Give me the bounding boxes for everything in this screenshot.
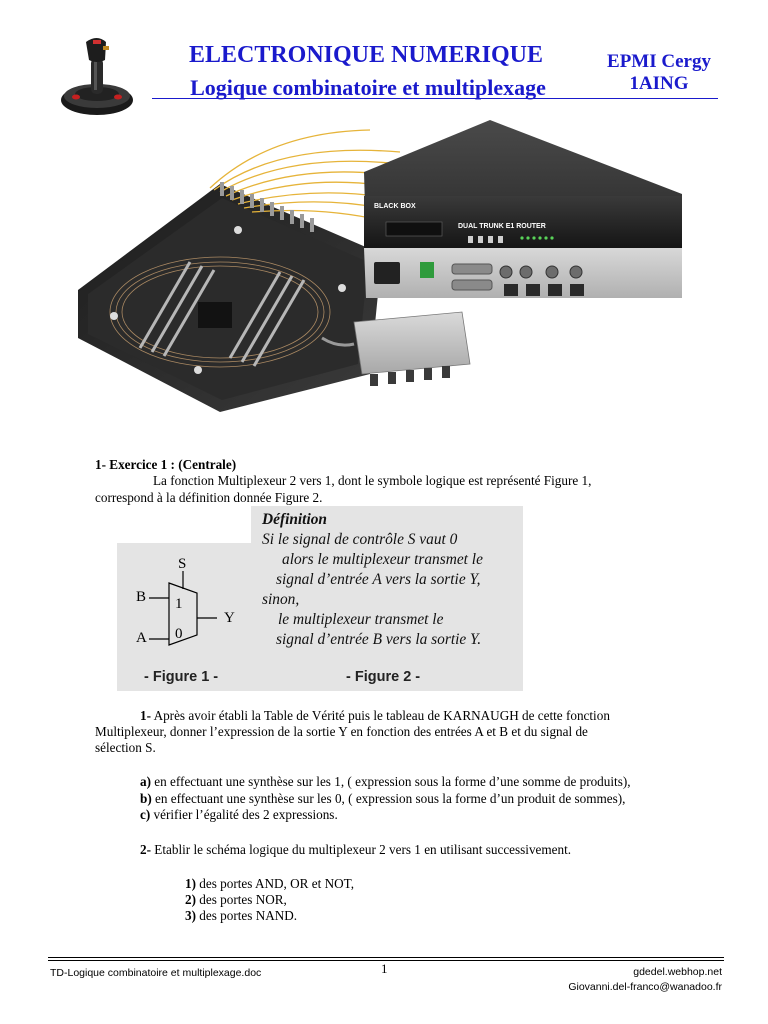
- question1-item-a: [140, 774, 631, 791]
- definition-line-5: le multiplexeur transmet le: [278, 611, 444, 628]
- school-name: EPMI Cergy: [607, 51, 711, 72]
- footer-email: Giovanni.del-franco@wanadoo.fr: [568, 981, 722, 993]
- definition-line-6: signal d’entrée B vers la sortie Y.: [276, 631, 482, 648]
- question2-text: Etablir le schéma logique du multiplexeur 2 vers 1 en utilisant successivement.: [151, 842, 572, 857]
- question2-item-1: [185, 876, 354, 893]
- question1-line-2: Multiplexeur, donner l’expression de la sortie Y en fonction des entrées A et B et du signal de: [95, 724, 588, 739]
- item-1-text: des portes AND, OR et NOT,: [196, 876, 354, 891]
- question2-item-3: [185, 908, 297, 925]
- footer-rule-top: [48, 957, 724, 958]
- router-brand-label: BLACK BOX: [374, 203, 416, 210]
- mux-input-1: 1: [175, 596, 183, 612]
- question1-item-c: [140, 807, 338, 824]
- question2-number: 2-: [140, 842, 151, 857]
- definition-line-2: alors le multiplexeur transmet le: [282, 551, 483, 568]
- exercise-intro-line-1: La fonction Multiplexeur 2 vers 1, dont le symbole logique est représenté Figure 1,: [153, 473, 592, 488]
- footer-website: gdedel.webhop.net: [633, 966, 722, 978]
- mux-label-y: Y: [224, 610, 235, 626]
- item-2-label: 2): [185, 892, 196, 907]
- definition-line-1: Si le signal de contrôle S vaut 0: [262, 531, 458, 548]
- item-1-label: 1): [185, 876, 196, 891]
- mux-label-a: A: [136, 630, 147, 646]
- figure1-caption: - Figure 1 -: [144, 669, 219, 685]
- hardware-photo: [70, 112, 698, 422]
- mux-label-s: S: [178, 556, 187, 572]
- item-2-text: des portes NOR,: [196, 892, 287, 907]
- question1-line-1: [140, 708, 610, 725]
- item-a-text: en effectuant une synthèse sur les 1, ( expression sous la forme d’une somme de produits),: [151, 774, 631, 789]
- question1-number: 1-: [140, 708, 151, 723]
- question2-line: [140, 842, 571, 859]
- item-3-label: 3): [185, 908, 196, 923]
- question1-text-1: Après avoir établi la Table de Vérité puis le tableau de KARNAUGH de cette fonction: [151, 708, 610, 723]
- item-3-text: des portes NAND.: [196, 908, 298, 923]
- figure2-caption: - Figure 2 -: [346, 669, 421, 685]
- footer-filename: TD-Logique combinatoire et multiplexage.doc: [50, 967, 262, 979]
- question1-item-b: [140, 791, 625, 808]
- class-name: 1AING: [629, 73, 689, 94]
- item-c-label: c): [140, 807, 151, 822]
- item-b-label: b): [140, 791, 152, 806]
- exercise-heading: 1- Exercice 1 : (Centrale): [95, 457, 237, 472]
- definition-line-4: sinon,: [262, 591, 300, 608]
- joystick-image: [58, 34, 136, 118]
- definition-line-3: signal d’entrée A vers la sortie Y,: [276, 571, 481, 588]
- page-title: ELECTRONIQUE NUMERIQUE: [188, 42, 544, 68]
- item-b-text: en effectuant une synthèse sur les 0, ( expression sous la forme d’un produit de sommes),: [151, 791, 626, 806]
- question1-line-3: sélection S.: [95, 740, 156, 755]
- question2-item-2: [185, 892, 287, 909]
- item-a-label: a): [140, 774, 151, 789]
- header-rule: [152, 98, 718, 99]
- footer-page-number: 1: [381, 961, 388, 976]
- mux-input-0: 0: [175, 626, 183, 642]
- exercise-intro-line-2: correspond à la définition donnée Figure 2.: [95, 490, 323, 505]
- router-name-label: DUAL TRUNK E1 ROUTER: [458, 223, 546, 230]
- item-c-text: vérifier l’égalité des 2 expressions.: [150, 807, 338, 822]
- page-subtitle: Logique combinatoire et multiplexage: [190, 75, 546, 100]
- definition-title: Définition: [262, 511, 327, 528]
- mux-label-b: B: [136, 589, 147, 605]
